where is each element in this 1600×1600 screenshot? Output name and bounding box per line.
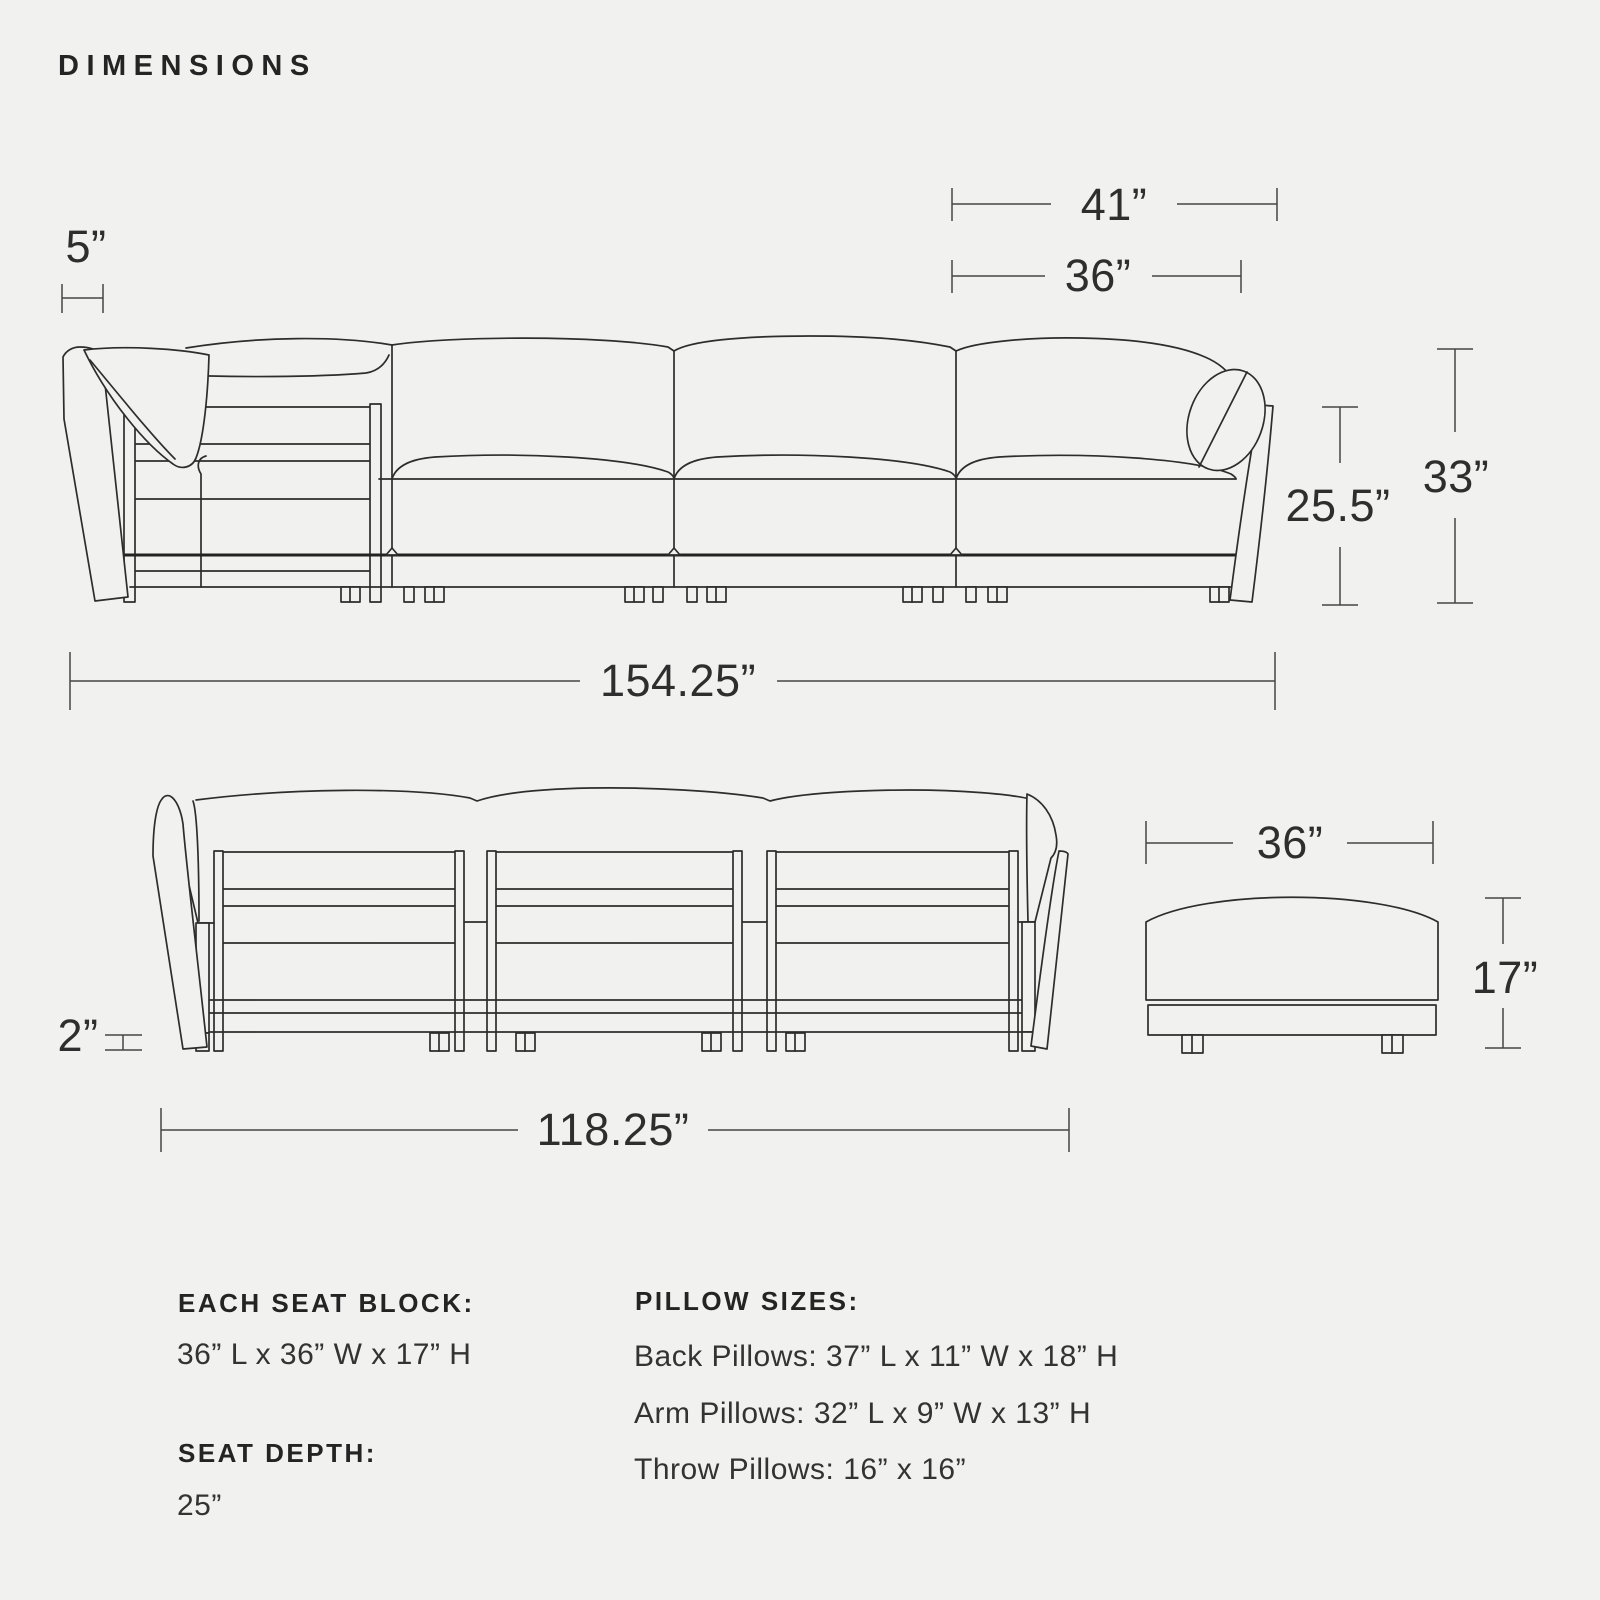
dimension-seat-width (952, 250, 1241, 301)
dimension-arm-width (62, 221, 107, 313)
back-cushion-top-line (186, 336, 1242, 404)
pillow-size-line: Arm Pillows: 32” L x 9” W x 13” H (634, 1397, 1092, 1430)
dim-label-seat-back-height: 25.5” (1285, 480, 1391, 531)
corner-frame-post (370, 404, 381, 602)
dim-label-overall-depth: 118.25” (536, 1104, 690, 1155)
dimension-seat-with-arm (952, 179, 1277, 230)
back-elevation-drawing (153, 788, 1068, 1051)
right-side-panel (1022, 922, 1035, 1032)
dimension-overall-depth (161, 1104, 1069, 1155)
dim-label-ottoman-width: 36” (1256, 817, 1324, 868)
base-lines (186, 1000, 1048, 1032)
dim-label-arm-width: 5” (65, 221, 107, 272)
pillow-sizes-heading: PILLOW SIZES: (635, 1286, 860, 1316)
seat-block-heading: EACH SEAT BLOCK: (178, 1288, 475, 1318)
dimension-overall-height (1423, 349, 1490, 603)
front-legs (341, 587, 1229, 602)
dim-label-overall-height: 33” (1422, 451, 1490, 502)
seat-block-value: 36” L x 36” W x 17” H (177, 1338, 472, 1371)
frame-posts (214, 851, 1018, 1051)
dimension-ottoman-width (1146, 817, 1433, 868)
ottoman-base (1148, 1005, 1436, 1035)
dimension-ottoman-height (1472, 898, 1539, 1048)
pillow-size-line: Throw Pillows: 16” x 16” (634, 1453, 967, 1486)
dim-label-overall-length: 154.25” (599, 655, 757, 706)
dim-label-ottoman-height: 17” (1471, 952, 1539, 1003)
dim-label-leg-height: 2” (57, 1010, 99, 1061)
ottoman-legs (1182, 1035, 1403, 1053)
dim-label-seat-width: 36” (1064, 250, 1132, 301)
ottoman-cushion (1146, 897, 1438, 1000)
pillow-size-line: Back Pillows: 37” L x 11” W x 18” H (634, 1340, 1119, 1373)
frame-slats (223, 852, 1009, 943)
dimension-seat-back-height (1285, 407, 1390, 605)
page-title: DIMENSIONS (58, 50, 317, 82)
seat-cushion-curves (392, 455, 1236, 479)
dimension-overall-length (70, 652, 1275, 710)
seat-depth-value: 25” (177, 1489, 222, 1522)
front-elevation-drawing (63, 336, 1279, 602)
corner-seat-edge (198, 456, 206, 587)
seat-depth-heading: SEAT DEPTH: (178, 1438, 377, 1468)
dimension-leg-height (57, 1010, 142, 1061)
back-cushion-top-line (196, 788, 1047, 812)
ottoman-drawing (1146, 897, 1438, 1053)
dim-label-seat-with-arm: 41” (1080, 179, 1148, 230)
